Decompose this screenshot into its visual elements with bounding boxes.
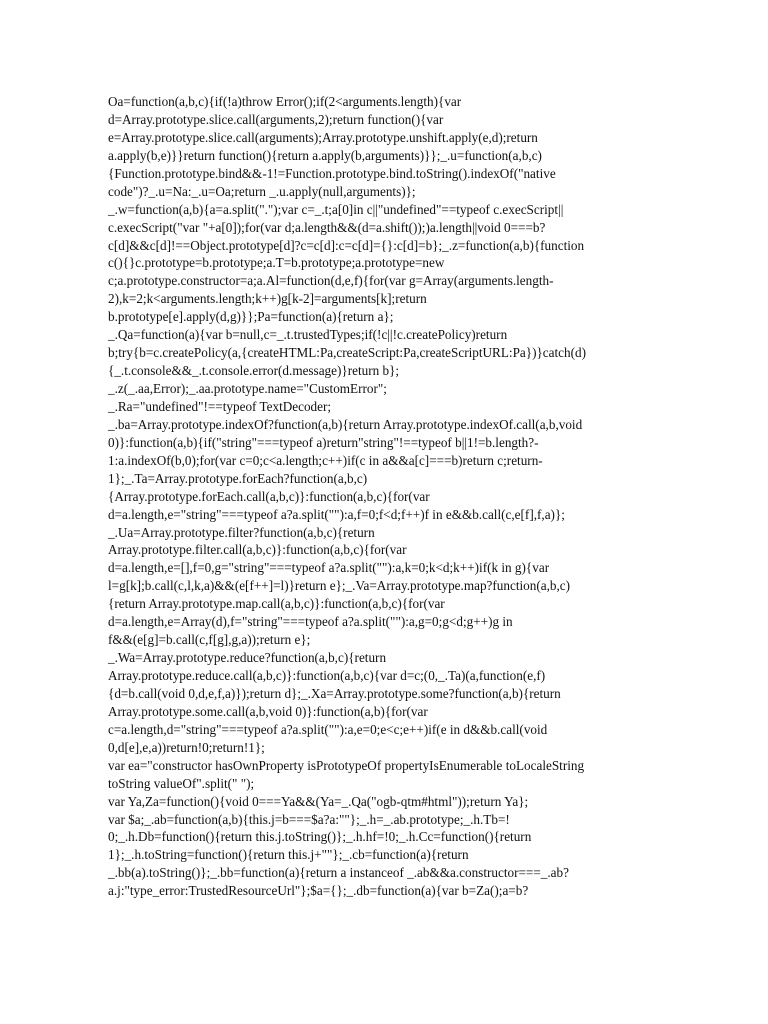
code-line: Oa=function(a,b,c){if(!a)throw Error();if(2<arguments.length){var (108, 94, 462, 109)
code-line: {Function.prototype.bind&&-1!=Function.prototype.bind.toString().indexOf("native (108, 165, 556, 181)
code-line: Array.prototype.some.call(a,b,void 0)}:function(a,b){for(var (108, 703, 428, 719)
code-line: b.prototype[e].apply(d,g)}};Pa=function(a){return a}; (108, 309, 394, 325)
code-line: b;try{b=c.createPolicy(a,{createHTML:Pa,createScript:Pa,createScriptURL:Pa})}catch(d) (108, 345, 586, 361)
code-line: d=Array.prototype.slice.call(arguments,2);return function(){var (108, 111, 444, 127)
code-line: _.bb(a).toString()};_.bb=function(a){return a instanceof _.ab&&a.constructor===_.ab? (108, 865, 569, 881)
code-line: 2),k=2;k<arguments.length;k++)g[k-2]=arguments[k];return (108, 291, 427, 307)
code-line: {_.t.console&&_.t.console.error(d.message)}return b}; (108, 363, 400, 379)
code-line: {return Array.prototype.map.call(a,b,c)}:function(a,b,c){for(var (108, 596, 445, 612)
code-line: var Ya,Za=function(){void 0===Ya&&(Ya=_.Qa("ogb-qtm#html"));return Ya}; (108, 793, 529, 809)
code-line: code")?_.u=Na:_.u=Oa;return _.u.apply(null,arguments)}; (108, 183, 416, 199)
code-line: var ea="constructor hasOwnProperty isPrototypeOf propertyIsEnumerable toLocaleString (108, 757, 585, 773)
code-line: 0)}:function(a,b){if("string"===typeof a)return"string"!==typeof b||1!=b.length?- (108, 434, 539, 450)
code-line: {d=b.call(void 0,d,e,f,a)});return d};_.Xa=Array.prototype.some?function(a,b){return (108, 685, 561, 701)
code-line: Array.prototype.reduce.call(a,b,c)}:function(a,b,c){var d=c;(0,_.Ta)(a,function(e,f) (108, 668, 546, 683)
code-line: _.Ua=Array.prototype.filter?function(a,b,c){return (108, 524, 375, 540)
code-line: _.ba=Array.prototype.indexOf?function(a,b){return Array.prototype.indexOf.call(a,b,void (108, 416, 583, 432)
code-line: d=a.length,e=Array(d),f="string"===typeof a?a.split(""):a,g=0;g<d;g++)g in (108, 614, 513, 630)
code-line: d=a.length,e="string"===typeof a?a.split(""):a,f=0;f<d;f++)f in e&&b.call(c,e[f],f,a)}; (108, 506, 565, 522)
code-line: _.Wa=Array.prototype.reduce?function(a,b,c){return (108, 650, 387, 666)
code-line: c;a.prototype.constructor=a;a.Al=function(d,e,f){for(var g=Array(arguments.length- (108, 273, 554, 289)
code-text-block (108, 93, 668, 900)
code-line: var $a;_.ab=function(a,b){this.j=b===$a?a:""};_.h=_.ab.prototype;_.h.Tb=! (108, 811, 510, 827)
code-line: c(){}c.prototype=b.prototype;a.T=b.prototype;a.prototype=new (108, 255, 445, 271)
code-line: 0;_.h.Db=function(){return this.j.toString()};_.h.hf=!0;_.h.Cc=function(){return (108, 829, 532, 845)
code-line: {Array.prototype.forEach.call(a,b,c)}:function(a,b,c){for(var (108, 488, 430, 504)
code-line: c.execScript("var "+a[0]);for(var d;a.length&&(d=a.shift());)a.length||void 0===b? (108, 219, 546, 235)
code-line: 1};_.h.toString=function(){return this.j+""};_.cb=function(a){return (108, 847, 469, 863)
code-line: d=a.length,e=[],f=0,g="string"===typeof a?a.split(""):a,k=0;k<d;k++)if(k in g){var (108, 560, 550, 576)
code-line: f&&(e[g]=b.call(c,f[g],g,a));return e}; (108, 632, 311, 648)
code-line: _.Qa=function(a){var b=null,c=_.t.trustedTypes;if(!c||!c.createPolicy)return (108, 327, 508, 343)
code-line: l=g[k];b.call(c,l,k,a)&&(e[f++]=l)}return e};_.Va=Array.prototype.map?function(a,b,c) (108, 578, 571, 594)
code-line: 0,d[e],e,a))return!0;return!1}; (108, 739, 265, 755)
code-line: _.w=function(a,b){a=a.split(".");var c=_.t;a[0]in c||"undefined"==typeof c.execScript|| (108, 201, 564, 217)
code-line: _.z(_.aa,Error);_.aa.prototype.name="CustomError"; (108, 381, 387, 396)
code-line: _.Ra="undefined"!==typeof TextDecoder; (108, 398, 332, 414)
code-line: a.j:"type_error:TrustedResourceUrl"};$a={};_.db=function(a){var b=Za();a=b? (108, 883, 529, 899)
code-line: 1};_.Ta=Array.prototype.forEach?function(a,b,c) (108, 470, 368, 486)
code-line: c=a.length,d="string"===typeof a?a.split(""):a,e=0;e<c;e++)if(e in d&&b.call(void (108, 721, 548, 737)
code-line: 1:a.indexOf(b,0);for(var c=0;c<a.length;c++)if(c in a&&a[c]===b)return c;return- (108, 452, 543, 468)
code-line: toString valueOf".split(" "); (108, 775, 255, 791)
code-line: Array.prototype.filter.call(a,b,c)}:function(a,b,c){for(var (108, 542, 407, 558)
code-line: c[d]&&c[d]!==Object.prototype[d]?c=c[d]:c=c[d]={}:c[d]=b};_.z=function(a,b){function (108, 237, 585, 253)
code-line: a.apply(b,e)}}return function(){return a.apply(b,arguments)}};_.u=function(a,b,c) (108, 147, 542, 163)
code-line: e=Array.prototype.slice.call(arguments);Array.prototype.unshift.apply(e,d);return (108, 129, 538, 145)
